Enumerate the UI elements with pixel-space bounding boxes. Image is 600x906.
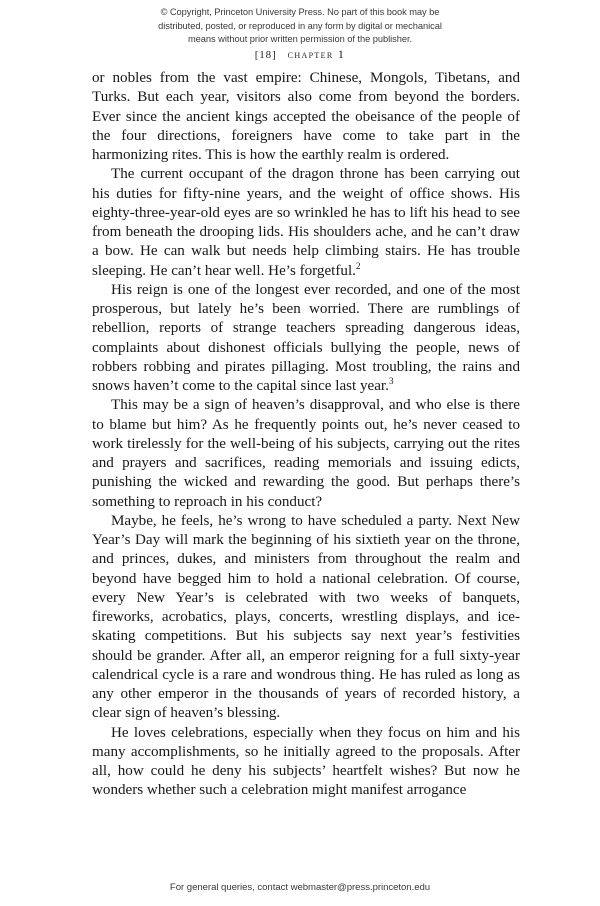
running-head: [0, 47, 600, 62]
copyright-notice: [0, 6, 600, 47]
footnote-marker[interactable]: 3: [388, 376, 394, 387]
paragraph-text: The current occupant of the dragon throne has been carrying out his duties for fifty-nine years, and the weight of office shows. His eighty-three-year-old eyes are so wrinkled he has to lift his head to see from beneath the drooping lids. His shoulders ache, and he can’t draw a bow. He can walk but needs help climbing stairs. He has trouble sleeping. He can’t hear well. He’s forgetful.: [92, 166, 520, 279]
body-text-block: [92, 69, 520, 801]
copyright-notice-line-1: © Copyright, Princeton University Press. No part of this book may be: [160, 7, 440, 17]
paragraph-text: His reign is one of the longest ever recorded, and one of the most prosperous, but lately he’s been worried. There are rumblings of rebellion, reports of strange teachers spreading dangerous ideas, complaints about dishonest officials bullying the people, news of robbers robbing and pirates pillaging. Most troubling, the rains and snows haven’t come to the capital since last year.: [92, 281, 520, 394]
paragraph: [92, 281, 520, 397]
paragraph: [92, 165, 520, 281]
paragraph: He loves celebrations, especially when they focus on him and his many accomplishments, so he initially agreed to the proposals. After all, how could he deny his subjects’ heartfelt wishes? But now he wonders whether such a celebration might manifest arrogance: [92, 724, 520, 799]
footer-query-line: For general queries, contact webmaster@press.princeton.edu: [169, 882, 431, 893]
page-folio-number: [18]: [254, 49, 277, 61]
copyright-notice-line-3: means without prior written permission of the publisher.: [187, 34, 413, 45]
paragraph: or nobles from the vast empire: Chinese, Mongols, Tibetans, and Turks. But each year, visitors also come from beyond the borders. Ever since the ancient kings accepted the obeisance of the people of the four directions, foreigners have come to take part in the harmonizing rites. This is how the earthly realm is ordered.: [92, 70, 520, 163]
footnote-marker[interactable]: 2: [355, 261, 361, 272]
copyright-notice-line-2: distributed, posted, or reproduced in any form by digital or mechanical: [158, 20, 442, 31]
paragraph: This may be a sign of heaven’s disapproval, and who else is there to blame but him? As he frequently points out, he’s never ceased to work tirelessly for the well-being of his subjects, carrying out the rites and prayers and sacrifices, reading memorials and issuing edicts, punishing the wicked and rewarding the good. But perhaps there’s something to reproach in his conduct?: [92, 397, 520, 510]
chapter-label: chapter 1: [287, 47, 346, 61]
paragraph: Maybe, he feels, he’s wrong to have scheduled a party. Next New Year’s Day will mark the beginning of his sixtieth year on the throne, and princes, dukes, and ministers from throughout the realm and beyond have begged him to hold a national celebration. Of course, every New Year’s is celebrated with two weeks of banquets, fireworks, acrobatics, plays, concerts, wrestling displays, and ice-skating competitions. But his subjects say next year’s festivities should be grander. After all, an emperor reigning for a full sixty-year calendrical cycle is a rare and wondrous thing. He has ruled as long as any other emperor in the thousands of years of recorded history, a clear sign of heaven’s blessing.: [92, 512, 520, 722]
